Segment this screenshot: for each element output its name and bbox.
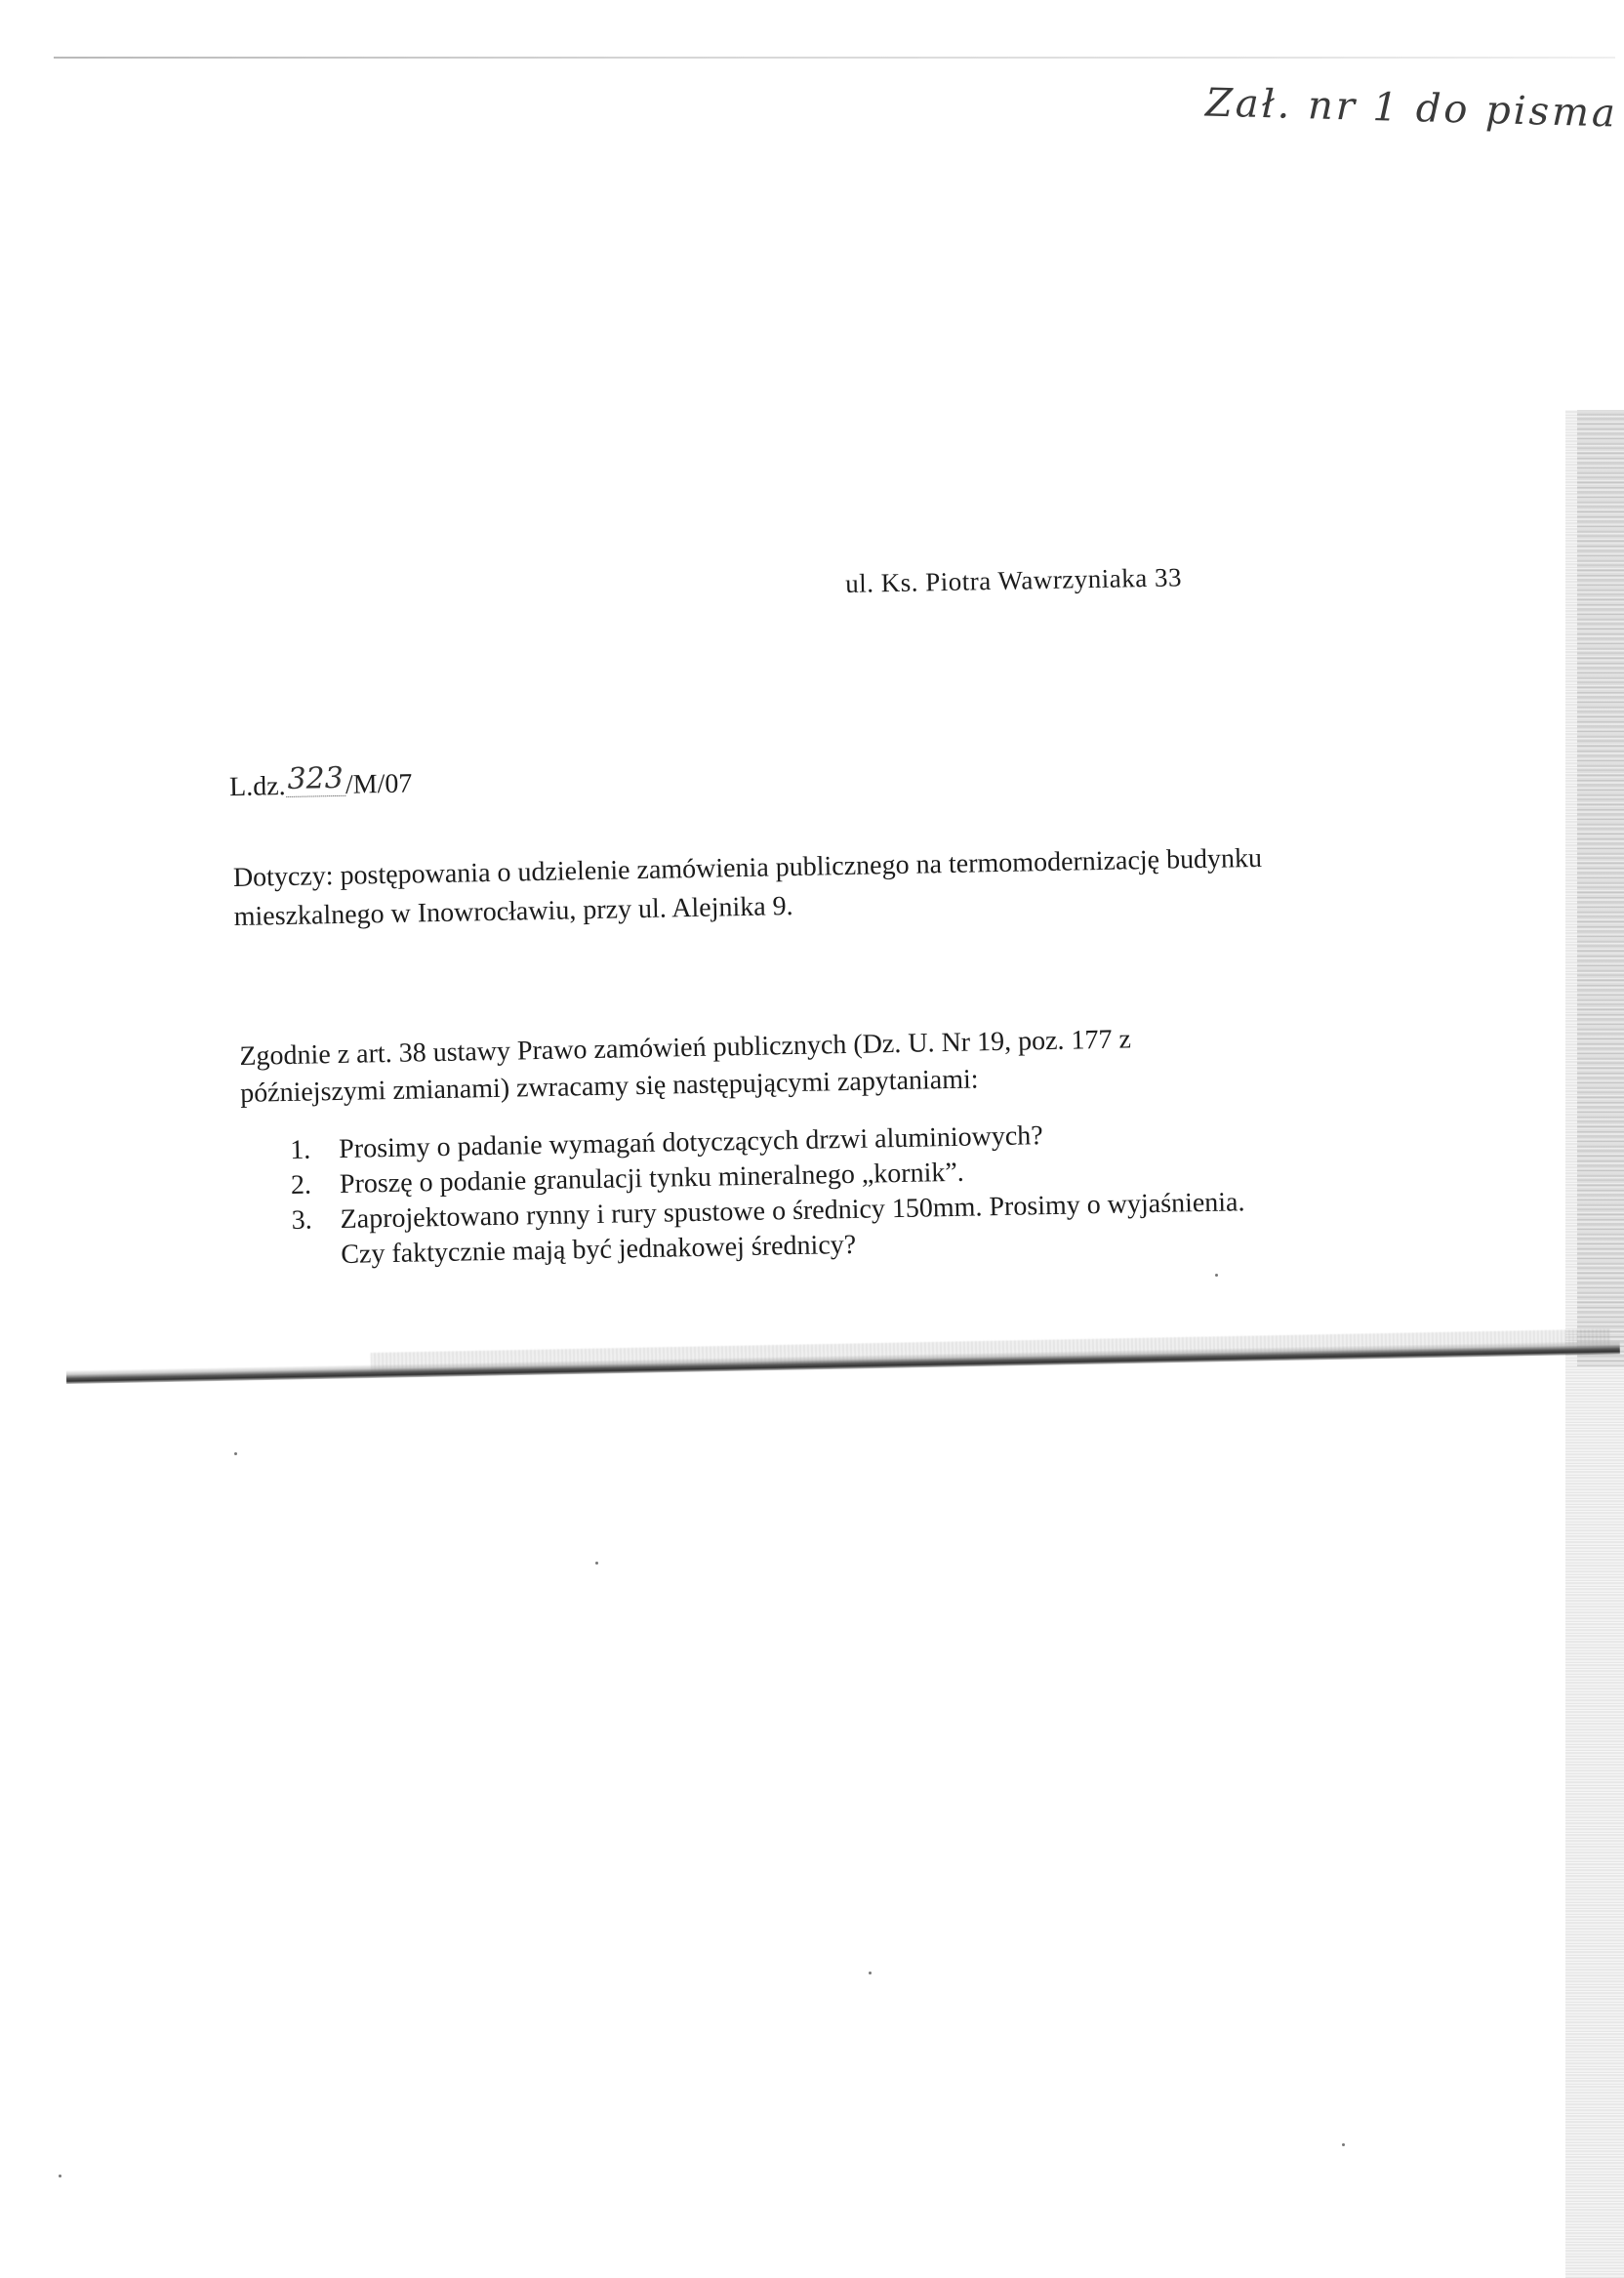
scan-speck bbox=[234, 1452, 237, 1455]
question-number: 1. bbox=[289, 1134, 311, 1165]
question-continuation: Czy faktycznie mają być jednakowej średnicy? bbox=[341, 1229, 857, 1270]
subject-paragraph bbox=[233, 836, 1386, 937]
question-text: Prosimy o padanie wymagań dotyczących drzwi aluminiowych? bbox=[338, 1120, 1043, 1165]
question-number: 3. bbox=[291, 1204, 312, 1236]
question-number: 2. bbox=[290, 1169, 312, 1200]
question-text: Proszę o podanie granulacji tynku mineralnego „kornik”. bbox=[339, 1157, 965, 1200]
sender-address: ul. Ks. Piotra Wawrzyniaka 33 bbox=[844, 562, 1183, 598]
intro-line-2: późniejszymi zmianami) zwracamy się następującymi zapytaniami: bbox=[239, 1064, 979, 1109]
subject-line-2: mieszkalnego w Inowrocławiu, przy ul. Alejnika 9. bbox=[233, 891, 793, 933]
reference-suffix: /M/07 bbox=[345, 768, 413, 800]
reference-prefix: L.dz. bbox=[228, 770, 286, 803]
subject-line-1: Dotyczy: postępowania o udzielenie zamówienia publicznego na termomodernizację budynku bbox=[232, 842, 1263, 894]
scan-speck bbox=[869, 1972, 872, 1974]
reference-handwritten-number: 323 bbox=[285, 761, 345, 797]
intro-paragraph bbox=[239, 1019, 1275, 1113]
scan-speck bbox=[1215, 1274, 1218, 1277]
question-text: Zaprojektowano rynny i rury spustowe o średnicy 150mm. Prosimy o wyjaśnienia. bbox=[340, 1187, 1245, 1235]
reference-number bbox=[228, 760, 413, 804]
scan-speck bbox=[59, 2175, 61, 2177]
questions-list bbox=[290, 1112, 1386, 1273]
handwritten-note: Zał. nr 1 do pisma bbox=[1204, 80, 1619, 137]
scan-speck bbox=[595, 1562, 598, 1565]
scan-speck bbox=[1342, 2143, 1345, 2146]
intro-line-1: Zgodnie z art. 38 ustawy Prawo zamówień publicznych (Dz. U. Nr 19, poz. 177 z bbox=[239, 1024, 1132, 1072]
